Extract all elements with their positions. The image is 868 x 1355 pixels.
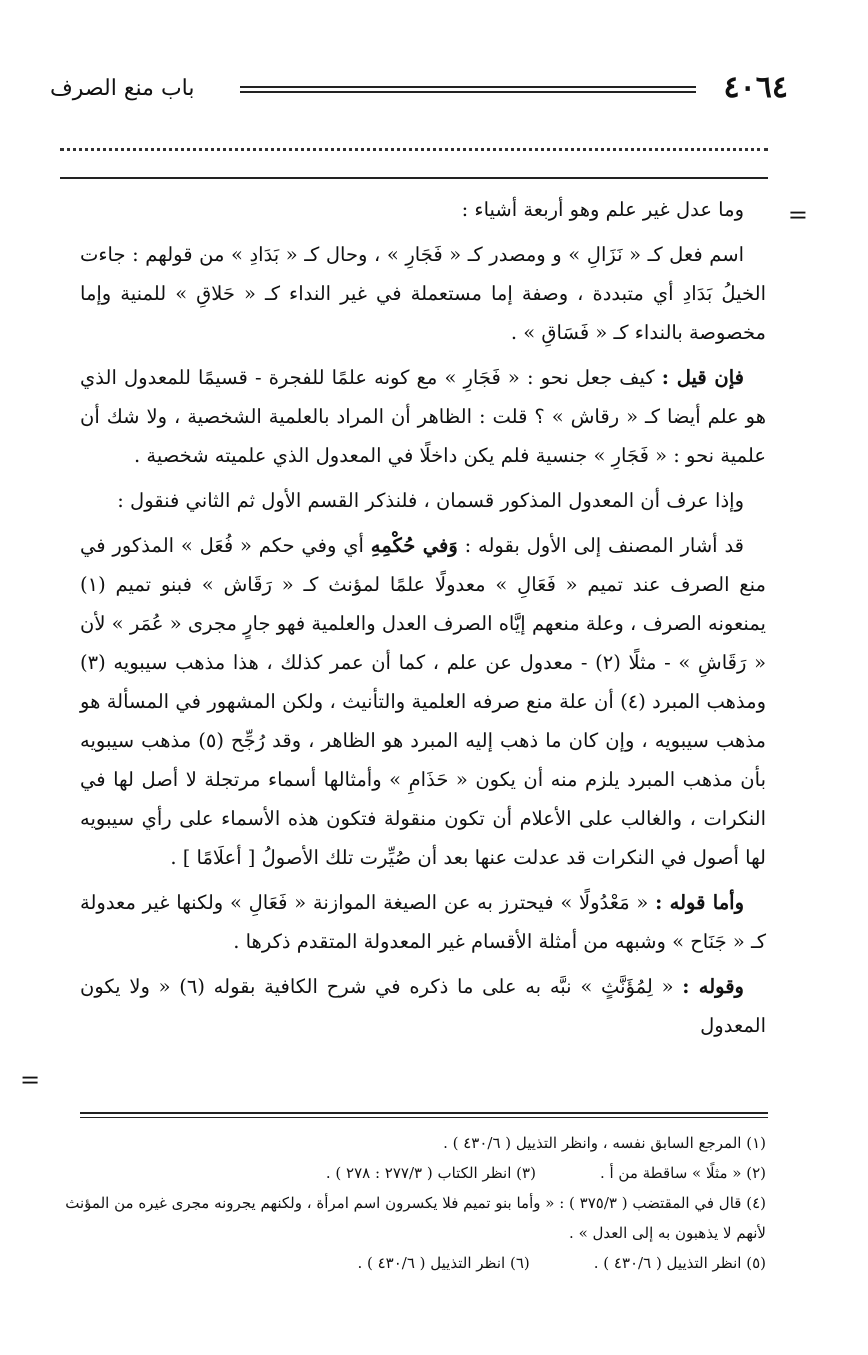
footnote-2: (٢) « مثلًا » ساقطة من أ . (599, 1164, 766, 1182)
paragraph-1: وما عدل غير علم وهو أربعة أشياء : (461, 198, 744, 221)
continuation-rule (60, 177, 768, 179)
footnote-1: (١) المرجع السابق نفسه ، وانظر التذييل ( ٤٣٠/٦ ) . (443, 1134, 766, 1152)
footnotes (50, 1128, 766, 1278)
paragraph-6-lead: وأما قوله : (655, 891, 744, 914)
paragraph-7 (80, 967, 766, 1045)
footnote-row-5-6 (50, 1248, 766, 1278)
paragraph-7-text: « لِمُؤَنَّثٍ » نبَّه به على ما ذكره في شرح الكافية بقوله (٦) « ولا يكون المعدول (80, 975, 766, 1037)
paragraph-5-text-b: أي وفي حكم « فُعَل » المذكور في منع الصرف عند تميم « فَعَالِ » معدولًا علمًا لمؤنث كـ « رَقَاش » فبنو تميم (١) يمنعونه الصرف ، وعلة منعهم إيَّاه الصرف العدل والعلمية فهو جارٍ مجرى « عُمَر » لأن « رَقَاشِ » - مثلًا (٢) - معدول عن علم ، كما أن عمر كذلك ، هذا مذهب سيبويه (٣) ومذهب المبرد (٤) أن علة منع صرفه العلمية والتأنيث ، ولكن المشهور في المسألة هو مذهب سيبويه ، وإن كان ما ذهب إليه المبرد هو الظاهر ، وقد رُجِّح (٥) مذهب سيبويه بأن مذهب المبرد يلزم منه أن يكون « حَذَامِ » وأمثالها أسماء مرتجلة لا أصل لها في النكرات ، والغالب على الأعلام أن تكون منقولة فتكون هذه الأسماء على رأي سيبويه لها أصول في النكرات قد عدلت عنها بعد أن صُيِّرت تلك الأصولُ [ أعلَامًا ] . (80, 534, 766, 869)
footnote-5: (٥) انظر التذييل ( ٤٣٠/٦ ) . (593, 1254, 766, 1272)
paragraph-4: وإذا عرف أن المعدول المذكور قسمان ، فلنذكر القسم الأول ثم الثاني فنقول : (117, 489, 744, 512)
footnote-6: (٦) انظر التذييل ( ٤٣٠/٦ ) . (357, 1254, 530, 1272)
footnote-4: (٤) قال في المقتضب ( ٣٧٥/٣ ) : « وأما بنو تميم فلا يكسرون اسم امرأة ، ولكنهم يجرونه مجرى غيره من المؤنث لأنهم لا يذهبون به إلى العدل » . (65, 1194, 766, 1242)
dotted-separator (60, 148, 768, 151)
paragraph-3 (80, 358, 766, 475)
chapter-title: باب منع الصرف (50, 76, 195, 101)
paragraph-7-lead: وقوله : (682, 975, 744, 998)
paragraph-5-text-a: قد أشار المصنف إلى الأول بقوله : (457, 534, 744, 557)
main-text (80, 190, 766, 1051)
paragraph-5 (80, 526, 766, 877)
paragraph-6 (80, 883, 766, 961)
paragraph-5-quote: وَفي حُكْمِهِ (370, 534, 458, 557)
footnote-rule (80, 1112, 768, 1118)
paragraph-3-text: كيف جعل نحو : « فَجَارِ » مع كونه علمًا للفجرة - قسيمًا للمعدول الذي هو علم أيضا كـ « رقاش » ؟ قلت : الظاهر أن المراد بالعلمية الشخصية ، ولا شك أن علمية نحو : « فَجَارِ » جنسية فلم يكن داخلًا في المعدول الذي علميته شخصية . (80, 366, 766, 467)
header-double-rule (240, 86, 696, 93)
continuation-mark-top: = (787, 201, 808, 229)
continuation-mark-bottom: = (20, 1066, 41, 1094)
footnote-3: (٣) انظر الكتاب ( ٢٧٧/٣ : ٢٧٨ ) . (325, 1164, 536, 1182)
page-number: ٤٠٦٤ (723, 70, 788, 105)
page-header (50, 70, 788, 110)
paragraph-6-text: « مَعْدُولًا » فيحترز به عن الصيغة الموازنة « فَعَالِ » ولكنها غير معدولة كـ « جَنَاح » وشبهه من أمثلة الأقسام غير المعدولة المتقدم ذكرها . (80, 891, 766, 953)
paragraph-2: اسم فعل كـ « نَزَالِ » و ومصدر كـ « فَجَارِ » ، وحال كـ « بَدَادِ » من قولهم : جاءت الخيلُ بَدَادِ أي متبددة ، وصفة إما مستعملة في غير النداء كـ « حَلاقِ » للمنية وإما مخصوصة بالنداء كـ « فَسَاقِ » . (80, 243, 766, 344)
footnote-row-2-3 (50, 1158, 766, 1188)
paragraph-3-lead: فإن قيل : (661, 366, 744, 389)
